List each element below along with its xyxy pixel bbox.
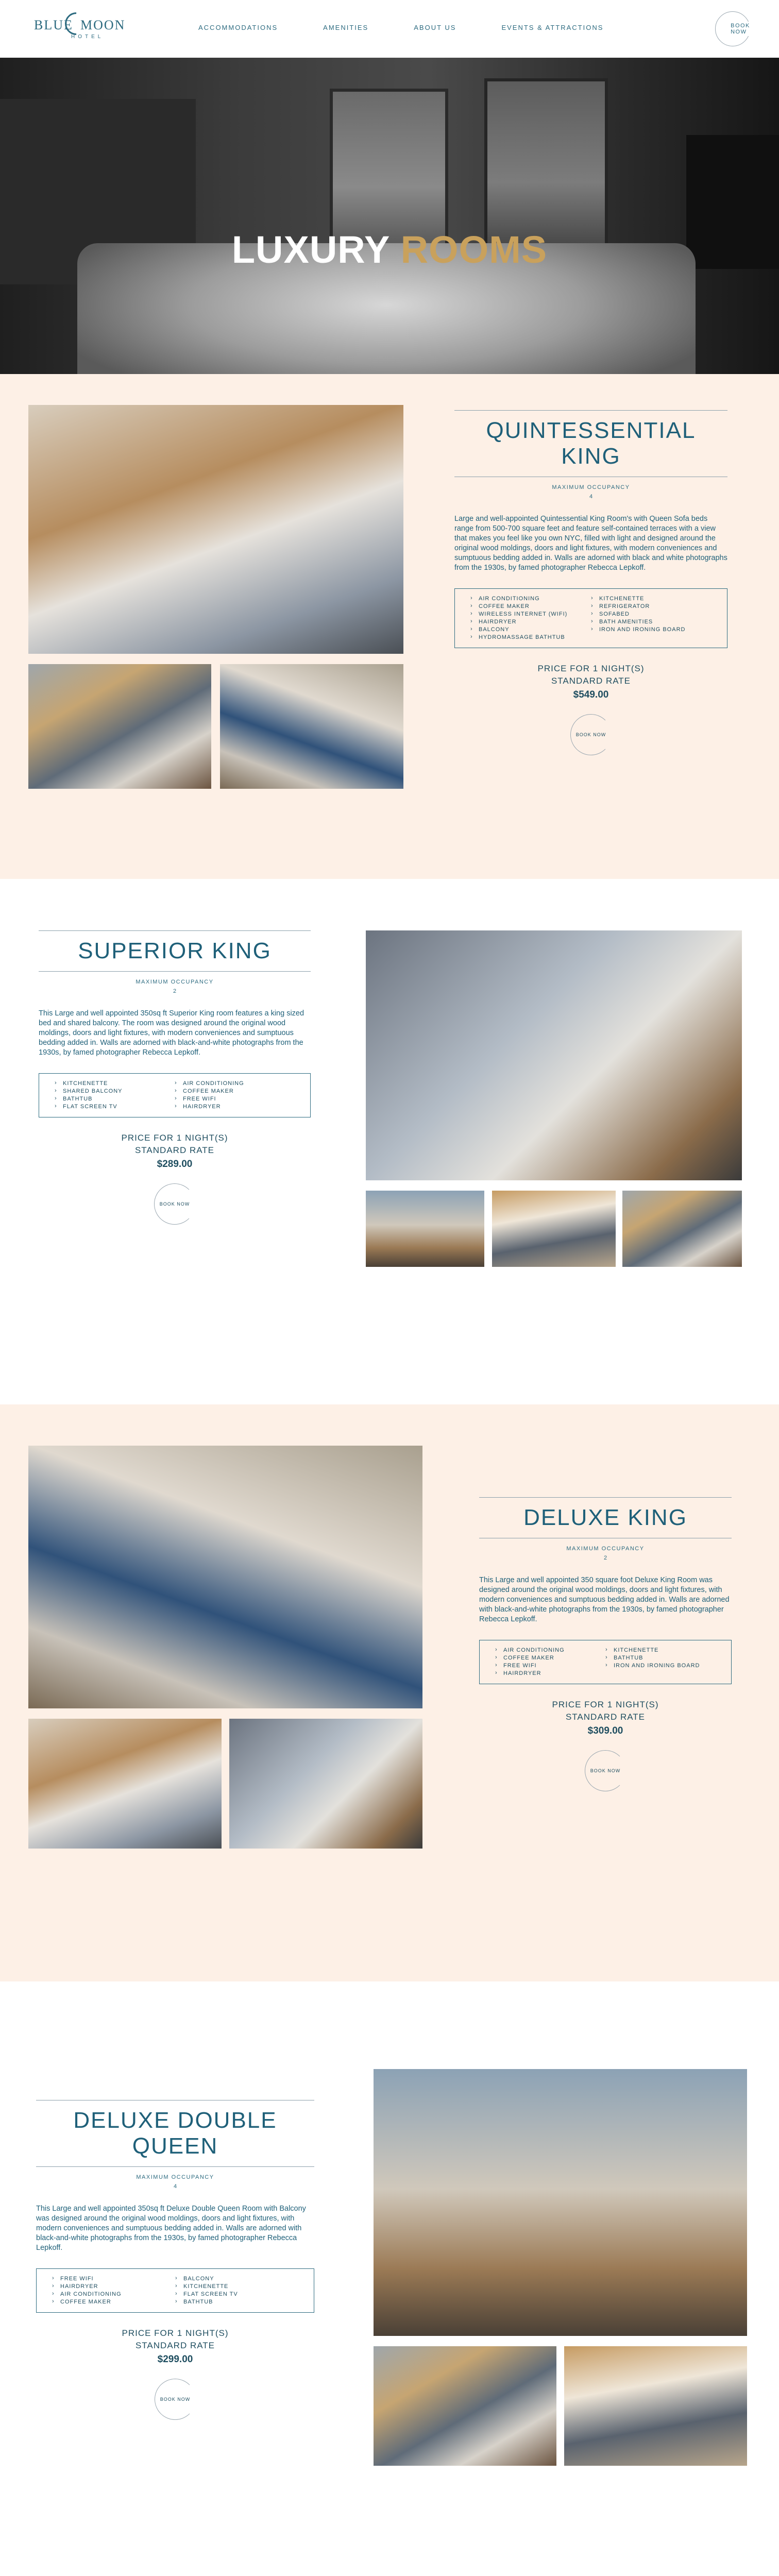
- room-thumb-photo: [229, 1719, 422, 1849]
- header-book-now-button[interactable]: [715, 11, 750, 46]
- amenity-item: › HAIRDRYER: [470, 618, 591, 626]
- amenity-item: › BATHTUB: [175, 2298, 298, 2306]
- price-label: PRICE FOR 1 NIGHT(S): [537, 664, 645, 673]
- amenity-item: › FLAT SCREEN TV: [55, 1103, 175, 1111]
- room-info-panel: [454, 410, 727, 755]
- amenity-item: › COFFEE MAKER: [495, 1654, 605, 1662]
- amenity-item: › HAIRDRYER: [495, 1670, 605, 1677]
- room-main-photo: [366, 930, 742, 1180]
- amenities-list-right: [605, 1647, 716, 1677]
- room-title: DELUXE KING: [523, 1505, 687, 1530]
- header-book-now-label: BOOK NOW: [729, 22, 752, 36]
- amenities-box: [39, 1073, 311, 1117]
- nav-amenities[interactable]: AMENITIES: [323, 24, 369, 31]
- amenity-item: › HAIRDRYER: [52, 2283, 175, 2291]
- room-title: DELUXE DOUBLE QUEEN: [73, 2108, 277, 2159]
- amenity-item: › FREE WIFI: [52, 2275, 175, 2283]
- room-superior-king: [0, 879, 779, 1404]
- rate-label: STANDARD RATE: [565, 1712, 646, 1722]
- amenity-item: › FREE WIFI: [495, 1662, 605, 1670]
- amenity-item: › KITCHENETTE: [591, 595, 712, 603]
- room-deluxe-king: [0, 1404, 779, 1981]
- room-description: This Large and well appointed 350 square foot Deluxe King Room was designed around the original wood moldings, doors and light fixtures, with modern conveniences and sumptuous bedding added in. Walls are adorned with black-and-white photographs from the 1930s, by famed photographer Rebecca Lepkoff.: [479, 1576, 730, 1623]
- room-deluxe-double-queen: [0, 1981, 779, 2576]
- amenities-box: [454, 588, 727, 648]
- main-nav: [198, 24, 649, 31]
- occupancy-value: 2: [173, 988, 177, 994]
- amenity-item: › SOFABED: [591, 611, 712, 618]
- price-label: PRICE FOR 1 NIGHT(S): [122, 2328, 229, 2338]
- occupancy-label: MAXIMUM OCCUPANCY: [136, 979, 214, 985]
- amenity-item: › BALCONY: [470, 626, 591, 634]
- amenity-item: › REFRIGERATOR: [591, 603, 712, 611]
- room-price: $289.00: [157, 1159, 193, 1170]
- room-thumb-photo: [28, 664, 211, 789]
- room-thumb-photo: [622, 1191, 742, 1267]
- room-price: $309.00: [587, 1725, 623, 1736]
- room-title: SUPERIOR KING: [78, 938, 272, 963]
- price-label: PRICE FOR 1 NIGHT(S): [121, 1133, 228, 1143]
- room-description: This Large and well appointed 350sq ft Superior King room features a king sized bed and shared balcony. The room was designed around the original wood moldings, doors and light fixtures, with modern conveniences and sumptuous bedding added in. Walls are adorned with black-and-white photographs from the 1930s, by famed photographer Rebecca Lepkoff.: [39, 1009, 304, 1057]
- room-thumb-photo: [564, 2346, 747, 2466]
- book-now-button[interactable]: BOOK NOW: [155, 2379, 196, 2420]
- amenity-item: › SHARED BALCONY: [55, 1088, 175, 1095]
- amenity-item: › FLAT SCREEN TV: [175, 2291, 298, 2298]
- room-title: QUINTESSENTIAL KING: [486, 418, 696, 469]
- room-main-photo: [28, 405, 403, 654]
- occupancy-label: MAXIMUM OCCUPANCY: [136, 2174, 214, 2180]
- amenity-item: › COFFEE MAKER: [470, 603, 591, 611]
- room-info-panel: [39, 930, 311, 1225]
- amenity-item: › COFFEE MAKER: [52, 2298, 175, 2306]
- room-main-photo: [28, 1446, 422, 1708]
- amenities-list-right: [175, 1080, 295, 1111]
- hero-banner: [0, 58, 779, 374]
- book-now-button[interactable]: BOOK NOW: [154, 1183, 195, 1225]
- hero-window-image-2: [484, 78, 608, 253]
- divider: [39, 971, 311, 972]
- rate-label: STANDARD RATE: [551, 676, 631, 686]
- divider: [479, 1497, 732, 1498]
- price-label: PRICE FOR 1 NIGHT(S): [552, 1700, 659, 1709]
- amenity-item: › BALCONY: [175, 2275, 298, 2283]
- amenity-item: › BATHTUB: [55, 1095, 175, 1103]
- amenities-list-right: [175, 2275, 298, 2306]
- amenities-list-left: [55, 1080, 175, 1111]
- room-thumb-photo: [366, 1191, 484, 1267]
- logo-word-moon: MOON: [80, 18, 126, 32]
- site-logo[interactable]: [34, 10, 126, 46]
- room-description: Large and well-appointed Quintessential King Room's with Queen Sofa beds range from 500-700 square feet and feature self-contained terraces with a view that makes you feel like you own NYC, filled with light and designed around the original wood moldings, doors and light fixtures, with modern conveniences and sumptuous bedding added in. Walls are adorned with black and white photographs from the 1930s, by famed photographer Rebecca Lepkoff.: [454, 515, 727, 572]
- room-thumb-photo: [220, 664, 403, 789]
- amenity-item: › AIR CONDITIONING: [52, 2291, 175, 2298]
- occupancy-value: 2: [603, 1555, 607, 1561]
- room-main-photo: [374, 2069, 747, 2336]
- amenity-item: › FREE WIFI: [175, 1095, 295, 1103]
- amenities-box: [36, 2268, 314, 2313]
- amenity-item: › AIR CONDITIONING: [470, 595, 591, 603]
- nav-events-attractions[interactable]: EVENTS & ATTRACTIONS: [501, 24, 604, 31]
- divider: [36, 2166, 314, 2167]
- occupancy-label: MAXIMUM OCCUPANCY: [552, 484, 630, 490]
- occupancy-value: 4: [173, 2183, 177, 2190]
- hero-title-gold: ROOMS: [400, 228, 548, 271]
- amenity-item: › BATHTUB: [605, 1654, 716, 1662]
- amenity-item: › HAIRDRYER: [175, 1103, 295, 1111]
- rate-label: STANDARD RATE: [135, 2341, 215, 2350]
- amenities-box: [479, 1640, 732, 1684]
- room-quintessential-king: [0, 374, 779, 879]
- room-thumb-photo: [374, 2346, 556, 2466]
- divider: [39, 930, 311, 931]
- amenity-item: › AIR CONDITIONING: [175, 1080, 295, 1088]
- amenities-list-left: [495, 1647, 605, 1677]
- amenities-list-right: [591, 595, 712, 641]
- occupancy-label: MAXIMUM OCCUPANCY: [566, 1546, 645, 1552]
- room-price: $299.00: [157, 2354, 193, 2365]
- site-header: [0, 0, 779, 58]
- amenity-item: › HYDROMASSAGE BATHTUB: [470, 634, 591, 641]
- nav-about-us[interactable]: ABOUT US: [414, 24, 456, 31]
- logo-word-hotel: HOTEL: [71, 34, 104, 40]
- amenity-item: › IRON AND IRONING BOARD: [605, 1662, 716, 1670]
- amenity-item: › KITCHENETTE: [175, 2283, 298, 2291]
- amenities-list-left: [470, 595, 591, 641]
- room-price: $549.00: [573, 689, 609, 700]
- book-now-button[interactable]: BOOK NOW: [585, 1750, 626, 1791]
- book-now-button[interactable]: BOOK NOW: [570, 714, 612, 755]
- amenity-item: › BATH AMENITIES: [591, 618, 712, 626]
- room-thumb-photo: [492, 1191, 616, 1267]
- hero-title: [0, 228, 779, 272]
- amenity-item: › AIR CONDITIONING: [495, 1647, 605, 1654]
- rate-label: STANDARD RATE: [134, 1145, 215, 1155]
- amenity-item: › IRON AND IRONING BOARD: [591, 626, 712, 634]
- room-info-panel: [36, 2100, 314, 2420]
- occupancy-value: 4: [589, 494, 593, 500]
- room-thumb-photo: [28, 1719, 222, 1849]
- divider: [454, 410, 727, 411]
- nav-accommodations[interactable]: ACCOMMODATIONS: [198, 24, 278, 31]
- room-description: This Large and well appointed 350sq ft Deluxe Double Queen Room with Balcony was designed around the original wood moldings, doors and light fixtures, with modern conveniences and sumptuous bedding added in. Walls are adorned with black-and-white photographs from the 1930s, by famed photographer Rebecca Lepkoff.: [36, 2205, 306, 2252]
- room-info-panel: [479, 1497, 732, 1791]
- amenity-item: › KITCHENETTE: [605, 1647, 716, 1654]
- amenity-item: › WIRELESS INTERNET (WIFI): [470, 611, 591, 618]
- amenity-item: › COFFEE MAKER: [175, 1088, 295, 1095]
- amenities-list-left: [52, 2275, 175, 2306]
- amenity-item: › KITCHENETTE: [55, 1080, 175, 1088]
- logo-word-blue: BLUE: [34, 18, 73, 32]
- hero-title-white: LUXURY: [231, 228, 401, 271]
